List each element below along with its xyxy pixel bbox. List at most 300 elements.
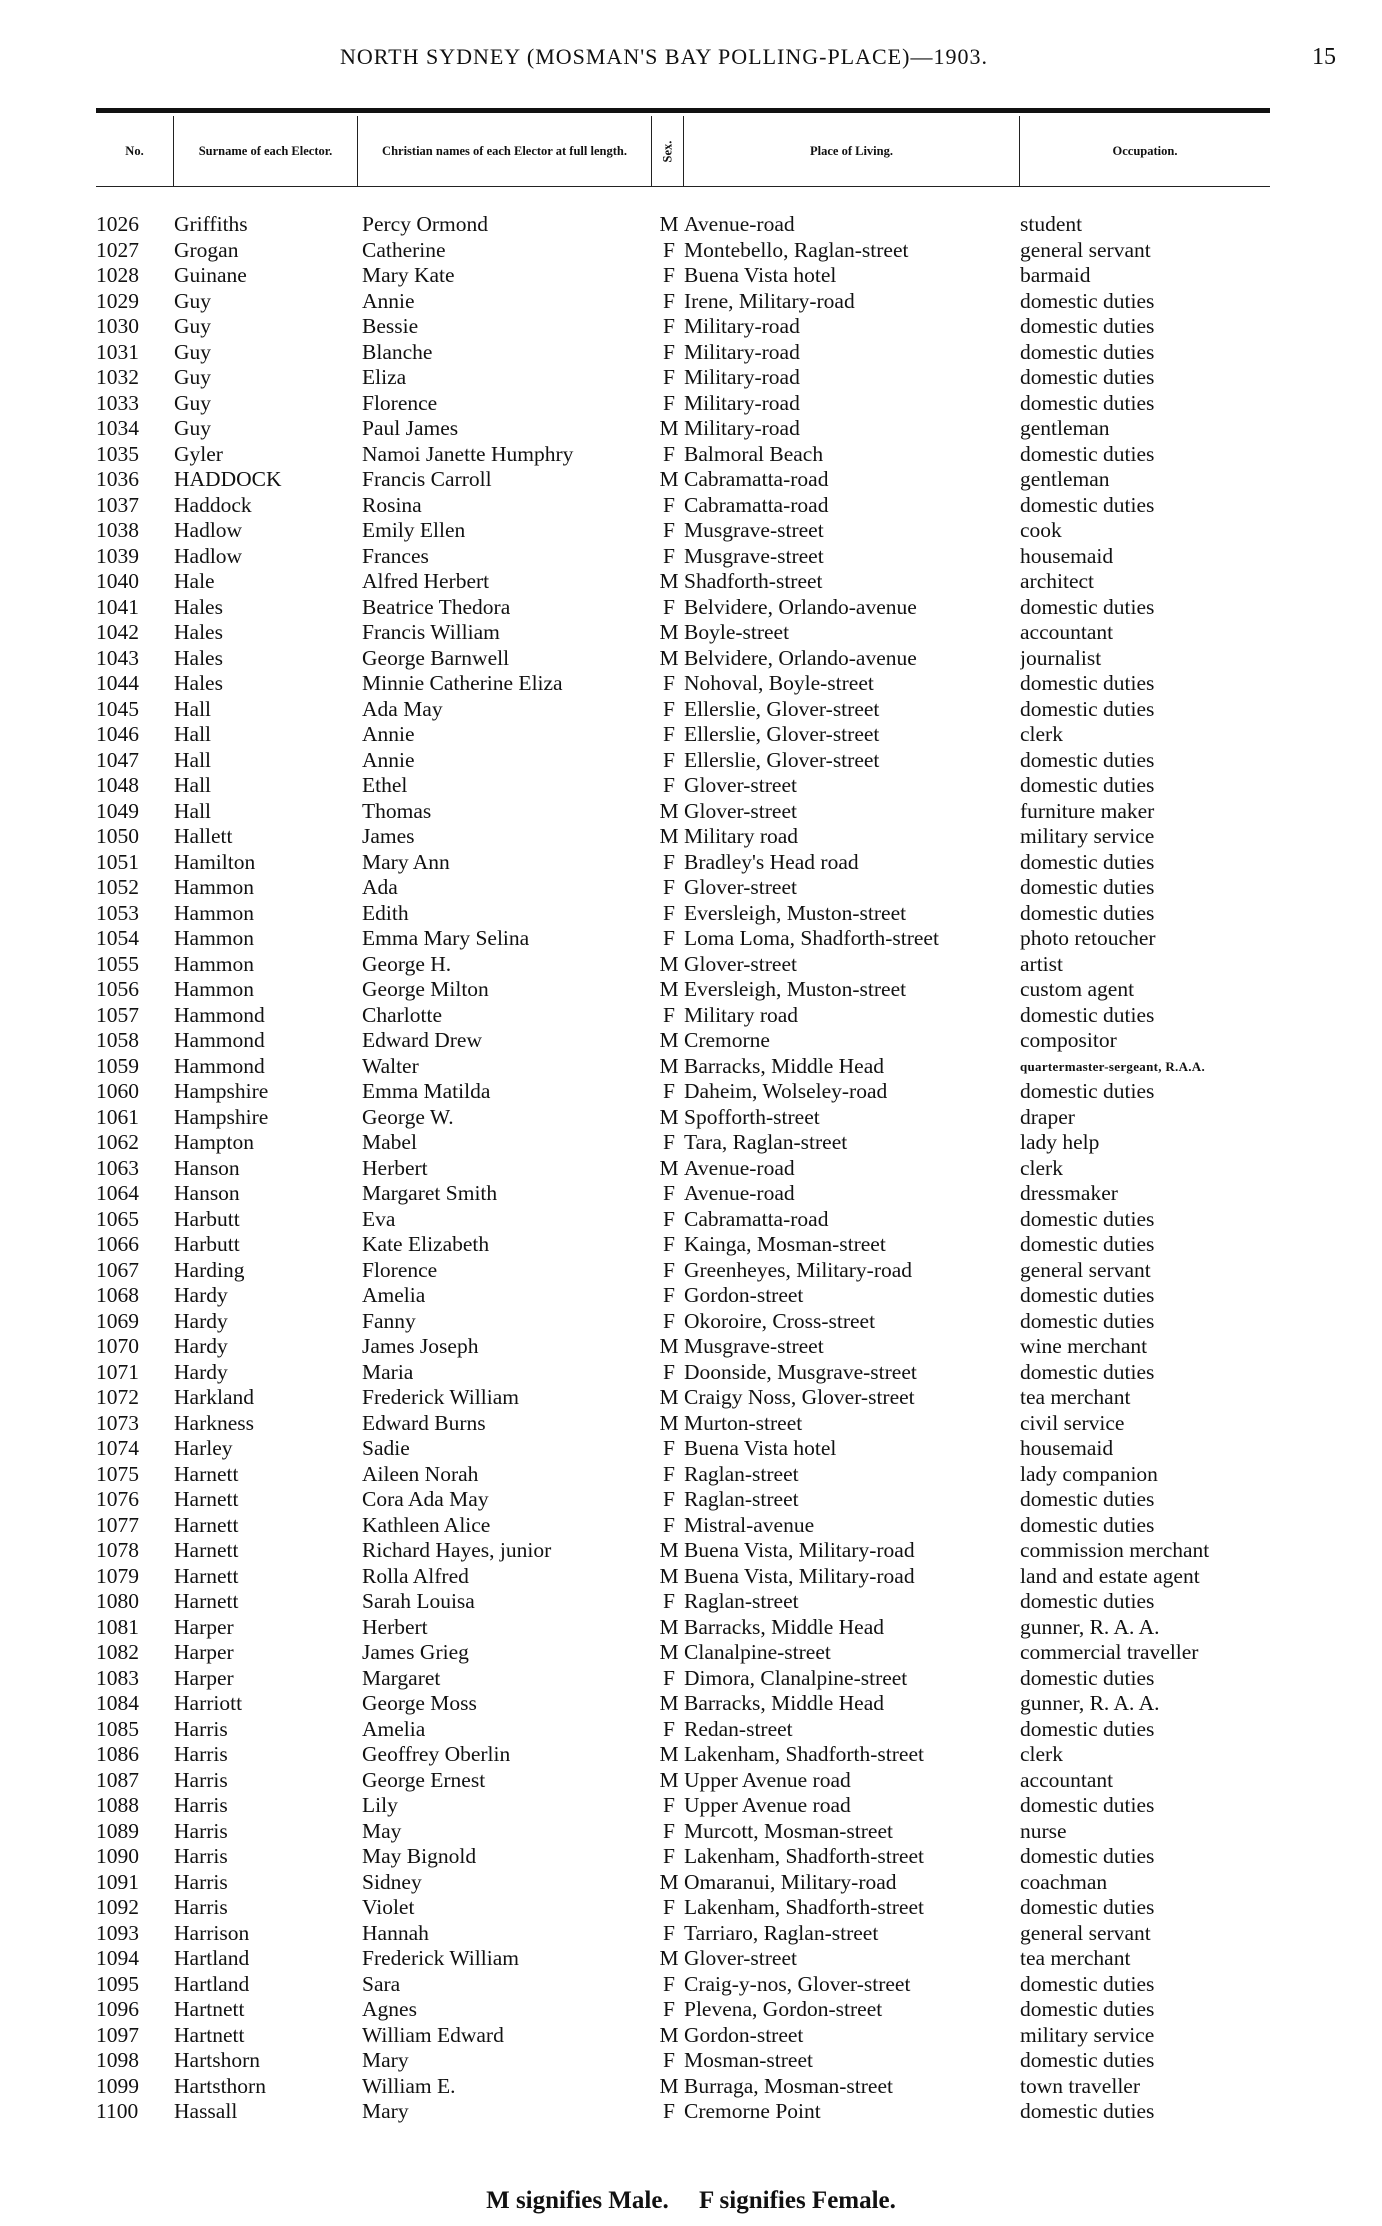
elector-number: 1031 [96, 339, 139, 364]
table-row [0, 671, 1382, 697]
elector-number: 1057 [96, 1002, 139, 1027]
table-row [0, 1946, 1382, 1972]
elector-number: 1098 [96, 2048, 139, 2072]
table-row [0, 1895, 1382, 1921]
elector-christian-names: May [362, 1818, 402, 1843]
elector-surname: Hampton [174, 1130, 255, 1154]
elector-number: 1089 [96, 1818, 139, 1843]
elector-occupation: general servant [1020, 1920, 1151, 1945]
elector-number: 1038 [96, 518, 139, 542]
elector-place-of-living: Shadforth-street [684, 569, 823, 593]
elector-occupation: domestic duties [1020, 441, 1155, 466]
elector-place-of-living: Burraga, Mosman-street [684, 2073, 893, 2098]
elector-number: 1068 [96, 1283, 139, 1307]
elector-place-of-living: Ellerslie, Glover-street [684, 722, 880, 746]
elector-christian-names: George Barnwell [362, 645, 510, 670]
elector-place-of-living: Raglan-street [684, 1461, 799, 1486]
page-title: NORTH SYDNEY (MOSMAN'S BAY POLLING-PLACE)—1903. [340, 44, 988, 69]
elector-occupation: commercial traveller [1020, 1640, 1199, 1664]
elector-surname: Guy [174, 288, 212, 313]
elector-surname: Hardy [174, 1283, 228, 1307]
elector-sex: M [659, 1538, 679, 1562]
elector-place-of-living: Glover-street [684, 1946, 797, 1970]
table-row [0, 1283, 1382, 1309]
elector-surname: Hall [174, 722, 212, 746]
elector-sex: F [663, 1002, 675, 1027]
elector-place-of-living: Loma Loma, Shadforth-street [684, 926, 939, 950]
table-row [0, 1258, 1382, 1284]
elector-surname: Harkland [174, 1385, 254, 1409]
elector-number: 1026 [96, 212, 139, 236]
table-row [0, 569, 1382, 595]
elector-number: 1085 [96, 1716, 139, 1741]
elector-christian-names: Francis Carroll [362, 467, 492, 491]
elector-sex: M [659, 951, 679, 976]
table-row [0, 544, 1382, 570]
table-row [0, 1640, 1382, 1666]
table-row [0, 1666, 1382, 1692]
elector-christian-names: Florence [362, 1257, 438, 1282]
elector-christian-names: Eva [362, 1206, 396, 1231]
elector-christian-names: William Edward [362, 2022, 504, 2047]
elector-surname: Harper [174, 1640, 234, 1664]
elector-christian-names: Florence [362, 390, 438, 415]
elector-occupation: lady help [1020, 1130, 1100, 1154]
elector-sex: M [659, 569, 679, 593]
elector-surname: Hanson [174, 1155, 240, 1180]
elector-sex: F [663, 671, 675, 695]
elector-place-of-living: Avenue-road [684, 1155, 795, 1180]
elector-occupation: domestic duties [1020, 339, 1155, 364]
elector-sex: M [659, 824, 679, 848]
elector-christian-names: George W. [362, 1104, 454, 1129]
elector-occupation: coachman [1020, 1869, 1108, 1894]
elector-place-of-living: Buena Vista, Military-road [684, 1563, 915, 1588]
elector-christian-names: Edward Burns [362, 1410, 486, 1435]
table-row [0, 1615, 1382, 1641]
elector-surname: Hall [174, 798, 212, 823]
elector-number: 1027 [96, 237, 139, 262]
elector-sex: F [663, 926, 675, 950]
elector-occupation: general servant [1020, 1257, 1151, 1282]
elector-surname: Hall [174, 747, 212, 772]
table-row [0, 1538, 1382, 1564]
elector-surname: Hartnett [174, 2022, 245, 2047]
elector-place-of-living: Balmoral Beach [684, 441, 824, 466]
elector-sex: M [659, 1053, 679, 1078]
elector-number: 1077 [96, 1512, 139, 1537]
elector-christian-names: Sara [362, 1971, 401, 1996]
elector-place-of-living: Military road [684, 1002, 799, 1027]
sex-legend [0, 2187, 1382, 2215]
elector-sex: F [663, 263, 675, 287]
table-row [0, 2048, 1382, 2074]
elector-sex: F [663, 1359, 675, 1384]
elector-surname: Harley [174, 1436, 233, 1460]
elector-number: 1080 [96, 1589, 139, 1613]
elector-christian-names: Agnes [362, 1997, 417, 2021]
elector-sex: M [659, 416, 679, 440]
elector-surname: Hallett [174, 824, 233, 848]
elector-occupation: gunner, R. A. A. [1020, 1614, 1160, 1639]
table-row [0, 773, 1382, 799]
table-row [0, 1105, 1382, 1131]
elector-christian-names: Amelia [362, 1283, 426, 1307]
elector-number: 1045 [96, 696, 139, 721]
elector-number: 1033 [96, 390, 139, 415]
table-row [0, 1819, 1382, 1845]
elector-occupation: dressmaker [1020, 1181, 1118, 1205]
table-row [0, 1156, 1382, 1182]
elector-place-of-living: Lakenham, Shadforth-street [684, 1742, 924, 1766]
elector-surname: Harper [174, 1665, 234, 1690]
elector-surname: Hardy [174, 1359, 228, 1384]
elector-place-of-living: Cabramatta-road [684, 1206, 829, 1231]
elector-christian-names: George Milton [362, 977, 489, 1001]
table-row [0, 1921, 1382, 1947]
elector-number: 1091 [96, 1869, 139, 1894]
elector-number: 1099 [96, 2073, 139, 2098]
elector-number: 1069 [96, 1308, 139, 1333]
elector-sex: F [663, 339, 675, 364]
table-row [0, 620, 1382, 646]
elector-surname: Hampshire [174, 1079, 269, 1103]
elector-christian-names: Frederick William [362, 1385, 519, 1409]
elector-surname: Guy [174, 390, 212, 415]
elector-sex: F [663, 1665, 675, 1690]
elector-number: 1075 [96, 1461, 139, 1486]
elector-sex: M [659, 467, 679, 491]
elector-place-of-living: Boyle-street [684, 620, 790, 644]
table-row [0, 1181, 1382, 1207]
elector-surname: Harris [174, 1895, 228, 1919]
elector-place-of-living: Glover-street [684, 875, 797, 899]
elector-place-of-living: Musgrave-street [684, 543, 824, 568]
elector-sex: F [663, 1206, 675, 1231]
table-row [0, 1768, 1382, 1794]
elector-place-of-living: Military road [684, 824, 799, 848]
elector-number: 1066 [96, 1232, 139, 1256]
elector-number: 1058 [96, 1028, 139, 1052]
elector-occupation: journalist [1020, 645, 1102, 670]
elector-surname: Hamilton [174, 849, 256, 874]
elector-surname: Hammon [174, 951, 255, 976]
elector-number: 1028 [96, 263, 139, 287]
elector-christian-names: Aileen Norah [362, 1461, 479, 1486]
elector-sex: M [659, 1742, 679, 1766]
table-row [0, 2074, 1382, 2100]
elector-occupation: land and estate agent [1020, 1563, 1200, 1588]
elector-place-of-living: Glover-street [684, 951, 797, 976]
elector-sex: F [663, 1181, 675, 1205]
elector-occupation: domestic duties [1020, 1997, 1155, 2021]
table-row [0, 1232, 1382, 1258]
elector-sex: F [663, 1589, 675, 1613]
table-row [0, 1130, 1382, 1156]
elector-occupation: domestic duties [1020, 288, 1155, 313]
elector-surname: Harris [174, 1793, 228, 1817]
elector-surname: Hartnett [174, 1997, 245, 2021]
elector-place-of-living: Avenue-road [684, 212, 795, 236]
male-legend: M signifies Male. [486, 2187, 669, 2214]
elector-sex: M [659, 1640, 679, 1664]
elector-sex: M [659, 2073, 679, 2098]
elector-occupation: domestic duties [1020, 492, 1155, 517]
table-row [0, 1972, 1382, 1998]
elector-occupation: domestic duties [1020, 671, 1155, 695]
elector-christian-names: James [362, 824, 415, 848]
elector-occupation: domestic duties [1020, 2048, 1155, 2072]
elector-sex: F [663, 1283, 675, 1307]
elector-surname: Hall [174, 696, 212, 721]
elector-christian-names: Herbert [362, 1155, 428, 1180]
elector-number: 1049 [96, 798, 139, 823]
elector-christian-names: Blanche [362, 339, 433, 364]
elector-occupation: domestic duties [1020, 1308, 1155, 1333]
elector-christian-names: Mabel [362, 1130, 417, 1154]
elector-number: 1039 [96, 543, 139, 568]
elector-christian-names: Sadie [362, 1436, 410, 1460]
elector-occupation: photo retoucher [1020, 926, 1156, 950]
elector-sex: F [663, 492, 675, 517]
elector-occupation: accountant [1020, 1767, 1114, 1792]
table-row [0, 1411, 1382, 1437]
elector-occupation: furniture maker [1020, 798, 1155, 823]
elector-occupation: commission merchant [1020, 1538, 1210, 1562]
elector-place-of-living: Mistral-avenue [684, 1512, 815, 1537]
elector-sex: F [663, 518, 675, 542]
elector-number: 1050 [96, 824, 139, 848]
elector-sex: F [663, 1997, 675, 2021]
elector-surname: Harding [174, 1257, 245, 1282]
column-header-surname: Surname of each Elector. [174, 116, 358, 186]
elector-number: 1059 [96, 1053, 139, 1078]
elector-occupation: domestic duties [1020, 773, 1155, 797]
elector-christian-names: Francis William [362, 620, 500, 644]
elector-number: 1083 [96, 1665, 139, 1690]
elector-occupation: cook [1020, 518, 1062, 542]
elector-place-of-living: Ellerslie, Glover-street [684, 747, 880, 772]
elector-sex: M [659, 1155, 679, 1180]
elector-surname: Harris [174, 1767, 228, 1792]
elector-surname: Hale [174, 569, 215, 593]
elector-occupation: general servant [1020, 237, 1151, 262]
table-row [0, 926, 1382, 952]
elector-sex: F [663, 875, 675, 899]
elector-number: 1071 [96, 1359, 139, 1384]
elector-occupation: domestic duties [1020, 1232, 1155, 1256]
elector-sex: F [663, 1130, 675, 1154]
elector-surname: Hales [174, 671, 223, 695]
elector-surname: Hartshorn [174, 2048, 260, 2072]
elector-place-of-living: Cremorne [684, 1028, 770, 1052]
elector-place-of-living: Eversleigh, Muston-street [684, 977, 907, 1001]
elector-christian-names: Cora Ada May [362, 1487, 489, 1511]
elector-christian-names: Richard Hayes, junior [362, 1538, 552, 1562]
table-row [0, 1462, 1382, 1488]
elector-number: 1074 [96, 1436, 139, 1460]
table-row [0, 1360, 1382, 1386]
elector-christian-names: Edith [362, 900, 409, 925]
table-row [0, 1742, 1382, 1768]
elector-christian-names: Geoffrey Oberlin [362, 1742, 511, 1766]
table-row [0, 1079, 1382, 1105]
elector-surname: Harrison [174, 1920, 250, 1945]
elector-place-of-living: Craig-y-nos, Glover-street [684, 1971, 911, 1996]
elector-number: 1088 [96, 1793, 139, 1817]
elector-surname: Hardy [174, 1308, 228, 1333]
elector-occupation: domestic duties [1020, 594, 1155, 619]
elector-number: 1034 [96, 416, 139, 440]
elector-occupation: housemaid [1020, 543, 1114, 568]
elector-surname: Hampshire [174, 1104, 269, 1129]
elector-occupation: nurse [1020, 1818, 1067, 1843]
elector-christian-names: William E. [362, 2073, 456, 2098]
elector-surname: Hassall [174, 2099, 238, 2123]
elector-sex: M [659, 620, 679, 644]
elector-number: 1094 [96, 1946, 139, 1970]
elector-number: 1081 [96, 1614, 139, 1639]
table-row [0, 697, 1382, 723]
elector-number: 1065 [96, 1206, 139, 1231]
table-row [0, 1028, 1382, 1054]
column-header-sex: Sex. [652, 116, 684, 186]
elector-number: 1056 [96, 977, 139, 1001]
elector-sex: M [659, 1767, 679, 1792]
table-row [0, 314, 1382, 340]
table-row [0, 1717, 1382, 1743]
elector-occupation: military service [1020, 2022, 1155, 2047]
elector-place-of-living: Raglan-street [684, 1589, 799, 1613]
elector-christian-names: George H. [362, 951, 452, 976]
elector-occupation: domestic duties [1020, 849, 1155, 874]
table-row [0, 875, 1382, 901]
elector-place-of-living: Musgrave-street [684, 518, 824, 542]
elector-surname: Harris [174, 1742, 228, 1766]
table-row [0, 850, 1382, 876]
elector-number: 1096 [96, 1997, 139, 2021]
elector-sex: M [659, 645, 679, 670]
elector-christian-names: Kathleen Alice [362, 1512, 491, 1537]
elector-christian-names: Edward Drew [362, 1028, 482, 1052]
elector-christian-names: Herbert [362, 1614, 428, 1639]
elector-occupation: gentleman [1020, 467, 1110, 491]
elector-number: 1055 [96, 951, 139, 976]
elector-number: 1093 [96, 1920, 139, 1945]
elector-surname: Guinane [174, 263, 247, 287]
elector-christian-names: Catherine [362, 237, 446, 262]
elector-occupation: draper [1020, 1104, 1075, 1129]
elector-surname: Hales [174, 620, 223, 644]
table-row [0, 442, 1382, 468]
elector-sex: F [663, 773, 675, 797]
elector-place-of-living: Greenheyes, Military-road [684, 1257, 913, 1282]
elector-place-of-living: Tara, Raglan-street [684, 1130, 848, 1154]
elector-christian-names: Emma Matilda [362, 1079, 491, 1103]
table-row [0, 2099, 1382, 2125]
elector-surname: Guy [174, 416, 212, 440]
elector-sex: F [663, 747, 675, 772]
elector-number: 1082 [96, 1640, 139, 1664]
elector-sex: F [663, 441, 675, 466]
elector-christian-names: Mary [362, 2099, 409, 2123]
elector-number: 1079 [96, 1563, 139, 1588]
elector-place-of-living: Clanalpine-street [684, 1640, 831, 1664]
elector-place-of-living: Barracks, Middle Head [684, 1614, 884, 1639]
elector-sex: M [659, 798, 679, 823]
table-row [0, 1844, 1382, 1870]
elector-christian-names: Violet [362, 1895, 415, 1919]
elector-occupation: gentleman [1020, 416, 1110, 440]
elector-occupation: domestic duties [1020, 1793, 1155, 1817]
elector-christian-names: Rolla Alfred [362, 1563, 469, 1588]
elector-occupation: clerk [1020, 722, 1063, 746]
elector-number: 1072 [96, 1385, 139, 1409]
elector-number: 1095 [96, 1971, 139, 1996]
elector-place-of-living: Redan-street [684, 1716, 793, 1741]
elector-occupation: barmaid [1020, 263, 1091, 287]
elector-number: 1073 [96, 1410, 139, 1435]
table-row [0, 1385, 1382, 1411]
elector-christian-names: Rosina [362, 492, 422, 517]
elector-occupation: domestic duties [1020, 2099, 1155, 2123]
elector-sex: F [663, 365, 675, 389]
elector-number: 1063 [96, 1155, 139, 1180]
elector-place-of-living: Military-road [684, 365, 800, 389]
elector-christian-names: Beatrice Thedora [362, 594, 511, 619]
table-row [0, 391, 1382, 417]
elector-number: 1060 [96, 1079, 139, 1103]
table-row [0, 952, 1382, 978]
elector-surname: Hammond [174, 1002, 265, 1027]
table-row [0, 722, 1382, 748]
page-number: 15 [1312, 44, 1336, 70]
elector-place-of-living: Murton-street [684, 1410, 803, 1435]
table-row [0, 824, 1382, 850]
table-row [0, 493, 1382, 519]
elector-christian-names: Paul James [362, 416, 459, 440]
elector-surname: Harris [174, 1869, 228, 1894]
table-row [0, 289, 1382, 315]
elector-occupation: civil service [1020, 1410, 1125, 1435]
elector-occupation: domestic duties [1020, 1716, 1155, 1741]
elector-place-of-living: Montebello, Raglan-street [684, 237, 909, 262]
elector-place-of-living: Lakenham, Shadforth-street [684, 1895, 924, 1919]
elector-surname: Hardy [174, 1334, 228, 1358]
elector-place-of-living: Barracks, Middle Head [684, 1053, 884, 1078]
elector-christian-names: James Grieg [362, 1640, 469, 1664]
column-header-row [96, 116, 1270, 187]
elector-sex: F [663, 900, 675, 925]
elector-number: 1046 [96, 722, 139, 746]
elector-occupation: compositor [1020, 1028, 1117, 1052]
elector-place-of-living: Omaranui, Military-road [684, 1869, 897, 1894]
elector-sex: M [659, 1614, 679, 1639]
elector-number: 1052 [96, 875, 139, 899]
elector-sex: F [663, 2099, 675, 2123]
elector-surname: Harnett [174, 1487, 239, 1511]
elector-occupation: domestic duties [1020, 1589, 1155, 1613]
elector-sex: M [659, 212, 679, 236]
elector-sex: M [659, 1104, 679, 1129]
elector-christian-names: May Bignold [362, 1844, 477, 1868]
elector-christian-names: Amelia [362, 1716, 426, 1741]
column-header-christian-names: Christian names of each Elector at full length. [358, 116, 652, 186]
elector-christian-names: Bessie [362, 314, 419, 338]
elector-surname: Haddock [174, 492, 252, 517]
elector-christian-names: Namoi Janette Humphry [362, 441, 574, 466]
elector-occupation: military service [1020, 824, 1155, 848]
